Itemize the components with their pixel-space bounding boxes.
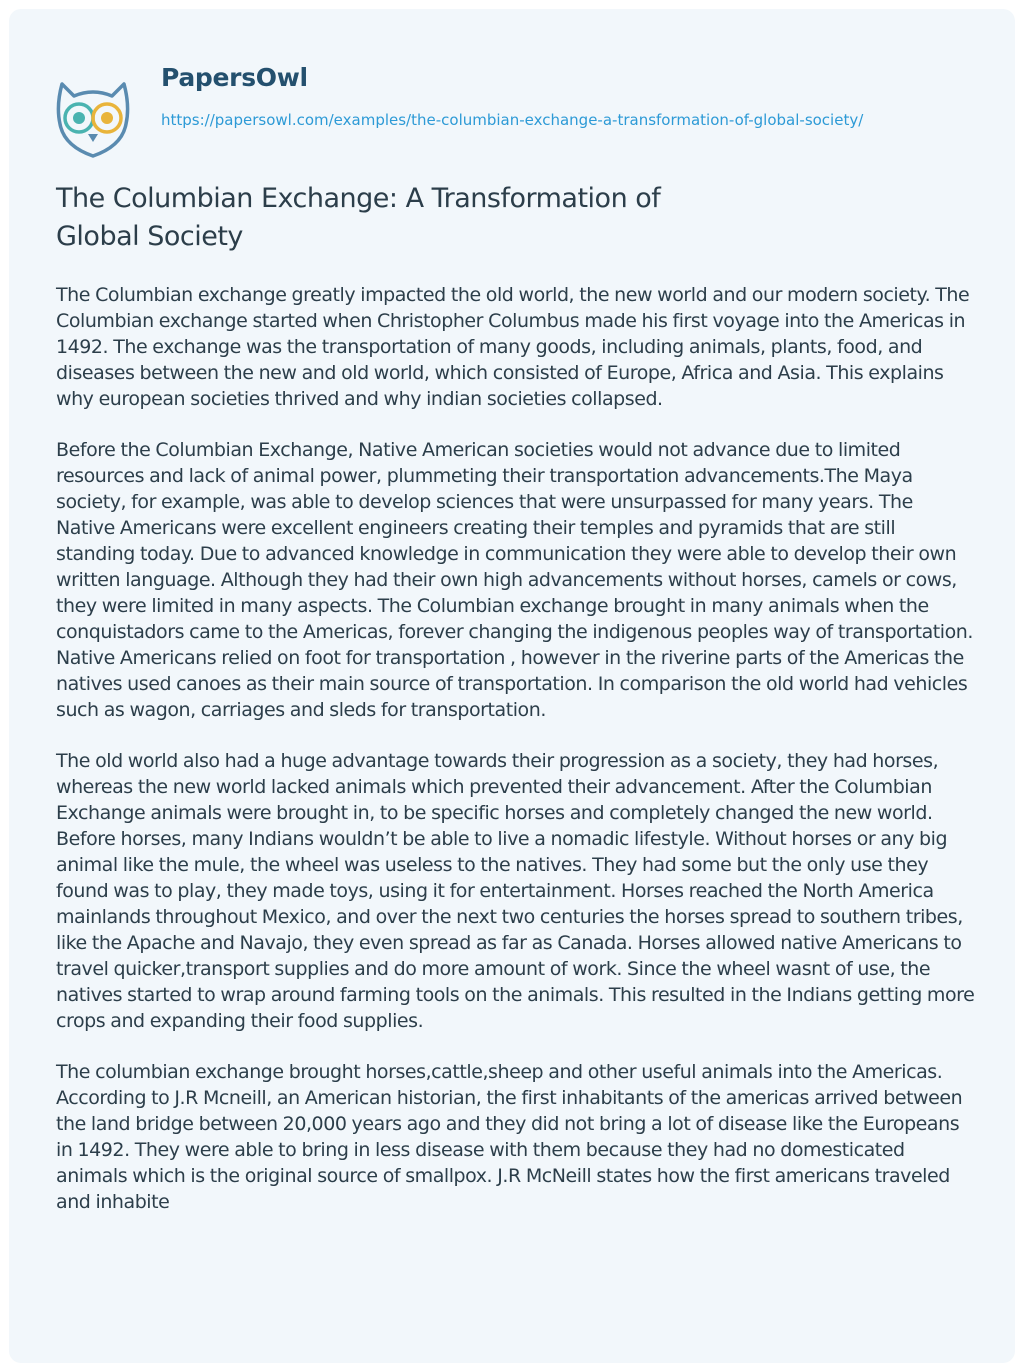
essay-body	[56, 282, 976, 1240]
page-title: The Columbian Exchange: A Transformation of Global Society	[56, 183, 661, 252]
paragraph: The columbian exchange brought horses,cattle,sheep and other useful animals into the Americas. According to J.R Mcneill, an American historian, the first inhabitants of the americas arrived between the land bridge between 20,000 years ago and they did not bring a lot of disease like the Europeans in 1492. They were able to bring in less disease with them because they had no domesticated animals which is the original source of smallpox. J.R McNeill states how the first americans traveled and inhabite	[56, 1061, 963, 1213]
paragraph: Before the Columbian Exchange, Native American societies would not advance due to limited resources and lack of animal power, plummeting their transportation advancements.The Maya society, for example, was able to develop sciences that were unsurpassed for many years. The Native Americans were excellent engineers creating their temples and pyramids that are still standing today. Due to advanced knowledge in communication they were able to develop their own written language. Although they had their own high advancements without horses, camels or cows, they were limited in many aspects. The Columbian exchange brought in many animals when the conquistadors came to the Americas, forever changing the indigenous peoples way of transportation. Native Americans relied on foot for transportation , however in the riverine parts of the Americas the natives used canoes as their main source of transportation. In comparison the old world had vehicles such as wagon, carriages and sleds for transportation.	[56, 439, 973, 721]
owl-logo-icon	[50, 76, 136, 162]
paragraph: The old world also had a huge advantage towards their progression as a society, they had horses, whereas the new world lacked animals which prevented their advancement. After the Columbian Exchange animals were brought in, to be specific horses and completely changed the new world. Before horses, many Indians wouldn’t be able to live a nomadic lifestyle. Without horses or any big animal like the mule, the wheel was useless to the natives. They had some but the only use they found was to play, they made toys, using it for entertainment. Horses reached the North America mainlands throughout Mexico, and over the next two centuries the horses spread to southern tribes, like the Apache and Navajo, they even spread as far as Canada. Horses allowed native Americans to travel quicker,transport supplies and do more amount of work. Since the wheel wasnt of use, the natives started to wrap around farming tools on the animals. This resulted in the Indians getting more crops and expanding their food supplies.	[56, 750, 975, 1032]
document-sheet	[9, 9, 1015, 1363]
paragraph: The Columbian exchange greatly impacted the old world, the new world and our modern society. The Columbian exchange started when Christopher Columbus made his first voyage into the Americas in 1492. The exchange was the transportation of many goods, including animals, plants, food, and diseases between the new and old world, which consisted of Europe, Africa and Asia. This explains why european societies thrived and why indian societies collapsed.	[56, 284, 970, 410]
brand-name[interactable]: PapersOwl	[161, 63, 308, 92]
source-url[interactable]: https://papersowl.com/examples/the-columbian-exchange-a-transformation-of-global-society/	[161, 111, 864, 129]
header	[50, 63, 990, 153]
